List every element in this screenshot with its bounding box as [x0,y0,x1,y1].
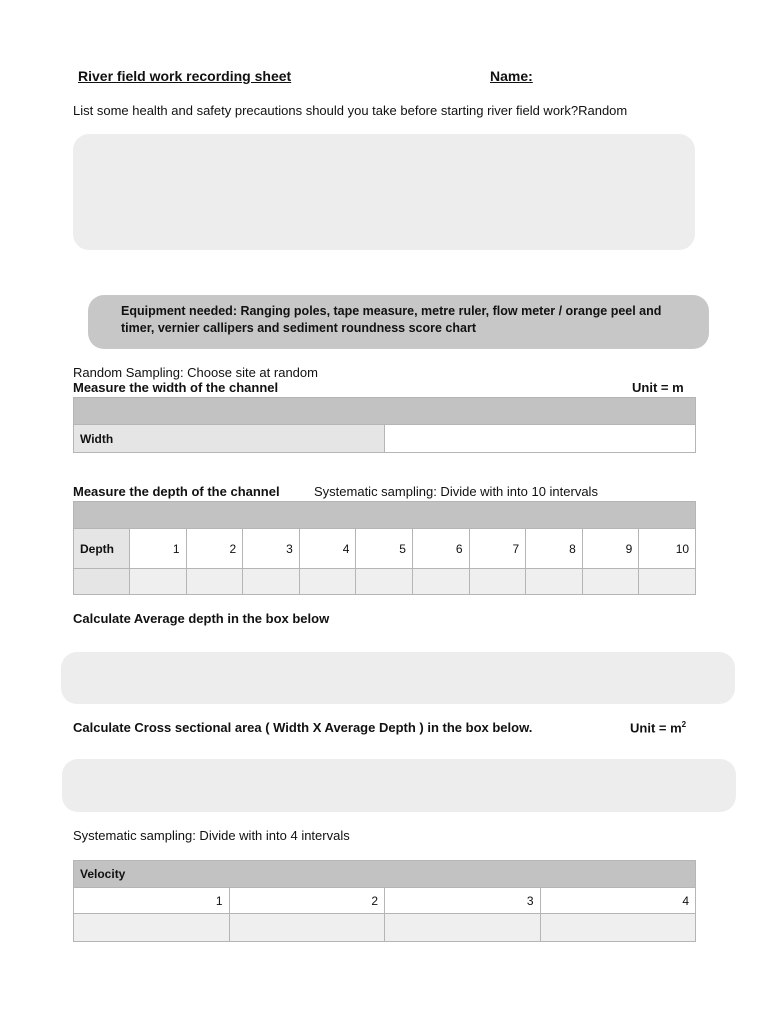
depth-row-label: Depth [74,529,130,569]
depth-table [73,501,696,595]
sheet-title: River field work recording sheet [78,68,292,84]
depth-value-5[interactable] [356,569,413,595]
velocity-interval-1: 1 [74,888,230,914]
depth-value-row [74,569,696,595]
cross-section-unit-text: Unit = m [630,720,682,736]
depth-interval-3: 3 [243,529,300,569]
depth-value-10[interactable] [639,569,696,595]
average-depth-heading: Calculate Average depth in the box below [73,611,330,626]
equipment-box [88,295,709,349]
cross-section-heading: Calculate Cross sectional area ( Width X Average Depth ) in the box below. [73,720,533,735]
depth-interval-row [74,529,696,569]
width-unit: Unit = m [632,380,684,395]
average-depth-answer-box[interactable] [61,652,735,704]
velocity-interval-row [74,888,696,914]
velocity-value-3[interactable] [385,914,541,942]
width-row-label: Width [74,425,385,453]
depth-interval-8: 8 [526,529,583,569]
depth-interval-2: 2 [186,529,243,569]
depth-table-header [74,502,696,529]
depth-value-3[interactable] [243,569,300,595]
name-label: Name: [490,68,533,84]
depth-value-label-cell [74,569,130,595]
depth-value-1[interactable] [130,569,187,595]
velocity-table [73,860,696,942]
depth-value-4[interactable] [299,569,356,595]
depth-interval-1: 1 [130,529,187,569]
velocity-header: Velocity [74,861,696,888]
width-value-cell[interactable] [385,425,696,453]
depth-sampling-note: Systematic sampling: Divide with into 10 intervals [314,484,598,499]
depth-interval-5: 5 [356,529,413,569]
width-table [73,397,696,453]
depth-value-6[interactable] [412,569,469,595]
random-sampling-note: Random Sampling: Choose site at random [73,365,318,380]
depth-interval-6: 6 [412,529,469,569]
cross-section-answer-box[interactable] [62,759,736,812]
equipment-text: Equipment needed: Ranging poles, tape measure, metre ruler, flow meter / orange peel and timer, vernier callipers and sediment roundness score chart [121,304,662,335]
depth-heading: Measure the depth of the channel [73,484,280,499]
velocity-interval-3: 3 [385,888,541,914]
velocity-value-4[interactable] [540,914,696,942]
velocity-interval-4: 4 [540,888,696,914]
width-table-header [74,398,696,425]
safety-answer-box[interactable] [73,134,695,250]
cross-section-unit-sup: 2 [681,720,687,729]
depth-value-9[interactable] [582,569,639,595]
depth-interval-9: 9 [582,529,639,569]
velocity-value-1[interactable] [74,914,230,942]
depth-value-2[interactable] [186,569,243,595]
velocity-value-row [74,914,696,942]
depth-value-7[interactable] [469,569,526,595]
depth-interval-4: 4 [299,529,356,569]
depth-interval-7: 7 [469,529,526,569]
width-heading: Measure the width of the channel [73,380,279,395]
velocity-interval-2: 2 [229,888,385,914]
safety-question: List some health and safety precautions should you take before starting river field work?Random [73,103,628,118]
depth-interval-10: 10 [639,529,696,569]
velocity-sampling-note: Systematic sampling: Divide with into 4 intervals [73,828,350,843]
velocity-value-2[interactable] [229,914,385,942]
cross-section-unit [630,720,686,735]
depth-value-8[interactable] [526,569,583,595]
